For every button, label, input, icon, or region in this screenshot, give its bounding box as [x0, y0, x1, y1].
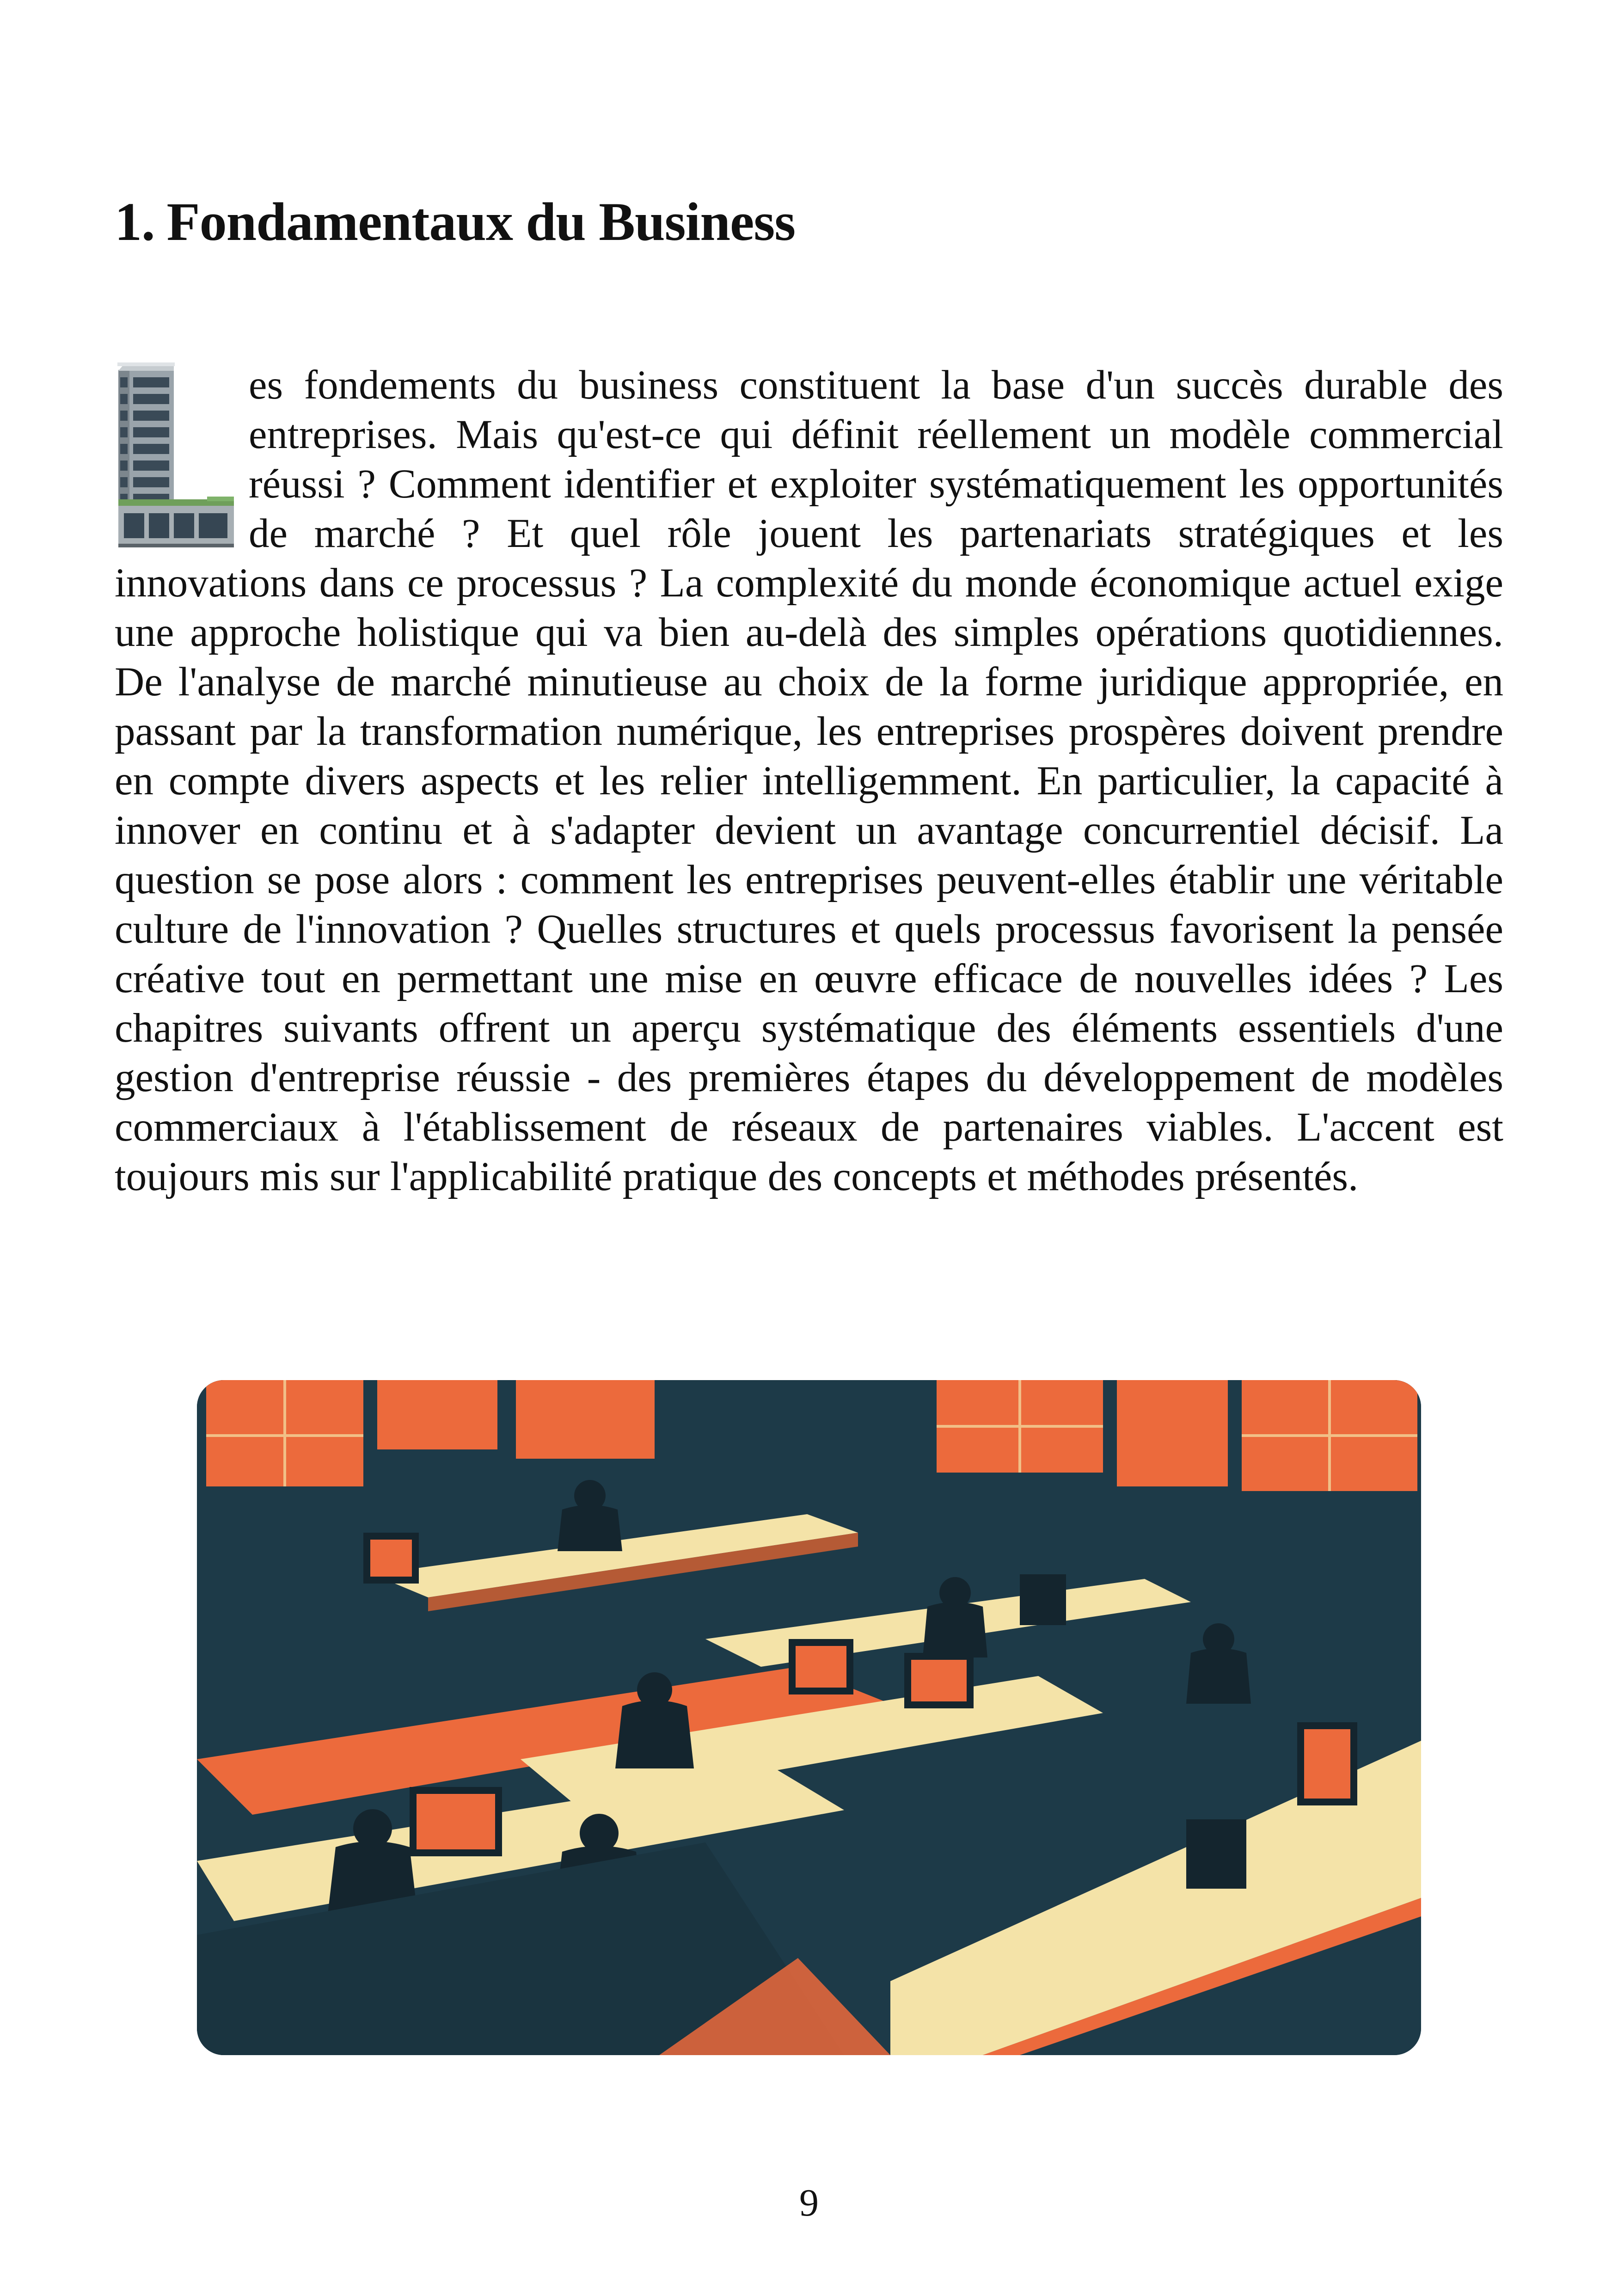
page-number: 9 [799, 2181, 819, 2224]
office-illustration [197, 1380, 1421, 2055]
drop-cap [115, 361, 236, 550]
chapter-heading [115, 190, 795, 254]
intro-paragraph-text: es fondements du business constituent la base d'un succès durable des entreprises. Mais qu'est-ce qui définit réellement un modèle commercial réussi ? Comment identifier et exploiter systématiquement les opportunités de marché ? Et quel rôle jouent les partenariats stratégiques et les innovations dans ce processus ? La complexité du monde économique actuel exige une approche holistique qui va bien au-delà des simples opérations quotidiennes. De l'analyse de marché minutieuse au choix de la forme juridique appropriée, en passant par la transformation numérique, les entreprises prospères doivent prendre en compte divers aspects et les relier intelligemment. En particulier, la capacité à innover en continu et à s'adapter devient un avantage concurrentiel décisif. La question se pose alors : comment les entreprises peuvent-elles établir une véritable culture de l'innovation ? Quelles structures et quels processus favorisent la pensée créative tout en permettant une mise en œuvre efficace de nouvelles idées ? Les chapitres suivants offrent un aperçu systématique des éléments essentiels d'une gestion d'entreprise réussie - des premières étapes du développement de modèles commerciaux à l'établissement de réseaux de partenaires viables. L'accent est toujours mis sur l'applicabilité pratique des concepts et méthodes présentés. [115, 362, 1503, 1199]
chapter-title: Fondamentaux du Business [166, 191, 796, 252]
intro-paragraph-block [115, 361, 1503, 1202]
chapter-number: 1. [115, 191, 155, 252]
office-building-icon [115, 361, 236, 550]
